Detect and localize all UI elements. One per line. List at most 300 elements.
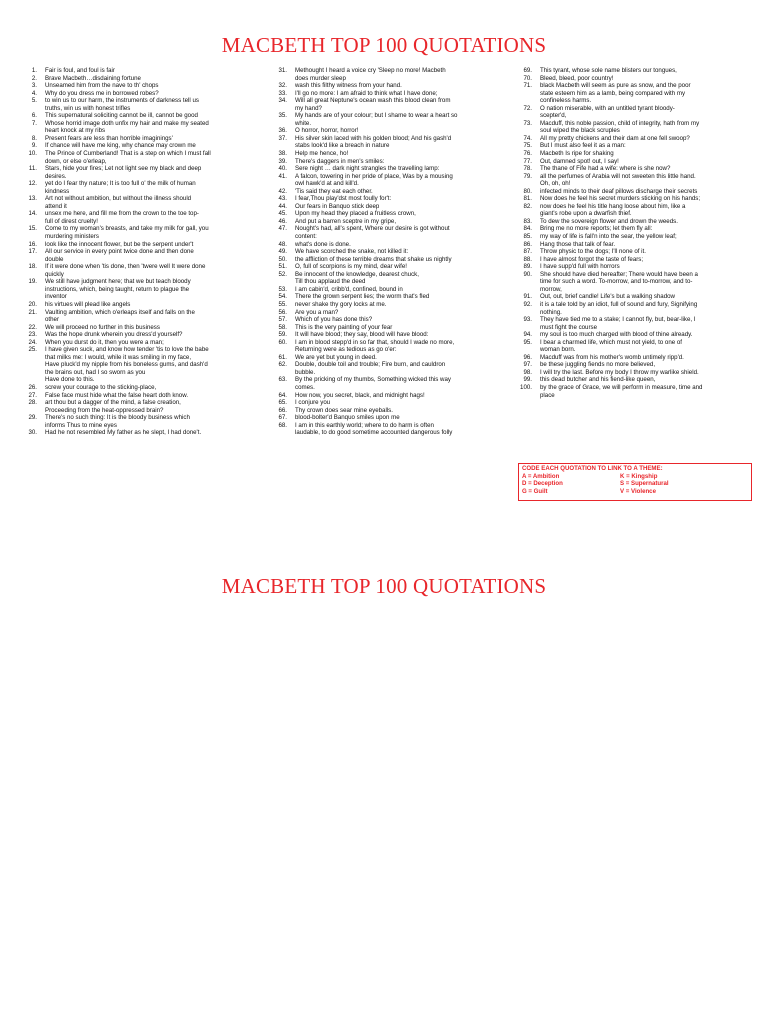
quote-number: 56. [278,308,287,316]
quote-text: Had he not resembled My father as he slept, I had done't. [45,429,202,437]
quote-line [517,286,751,294]
quote-number: 49. [278,248,287,256]
quote-line [517,67,751,75]
quote-text: content: [295,233,317,241]
quote-text: kindness [45,187,70,195]
quote-line [22,271,260,279]
quote-line [22,173,260,181]
quote-text: full of direst cruelty! [45,217,98,225]
quote-line [272,165,494,173]
quote-text: If chance will have me king, why chance may crown me [45,142,196,150]
quote-number: 45. [278,210,287,218]
quote-number: 8. [31,134,37,142]
quote-number: 62. [278,361,287,369]
quote-text: Which of you has done this? [295,316,373,324]
quote-line [272,407,494,415]
quote-number: 4. [31,89,37,97]
quote-number [272,180,295,188]
quote-number: 19. [28,278,37,286]
quote-line [22,354,260,362]
quote-number: 30. [28,429,37,437]
quote-text: Unseamed him from the nave to th' chops [45,82,159,90]
quote-line [517,361,751,369]
quote-line [22,263,260,271]
quote-line [517,384,751,392]
legend-row [522,473,748,481]
quote-line [517,233,751,241]
quote-text: Whose horrid image doth unfix my hair and make my seated [45,119,209,127]
quote-text: infected minds to their deaf pillows discharge their secrets [540,187,698,195]
quote-number: 50. [278,255,287,263]
page-title-repeat: MACBETH TOP 100 QUOTATIONS [221,574,547,598]
quote-text: The thane of Fife had a wife: where is she now? [540,165,671,173]
quote-line [22,331,260,339]
quote-text: Out, out, brief candle! Life's but a walking shadow [540,293,675,301]
quote-text: inventor [45,293,67,301]
quote-text: False face must hide what the false heart doth know. [45,391,189,399]
quote-number: 100. [520,383,532,391]
quote-line [272,346,494,354]
quote-text: His silver skin laced with his golden blood; And his gash'd [295,134,452,142]
quote-text: Why do you dress me in borrowed robes? [45,89,159,97]
quote-line [22,392,260,400]
quote-text: I'll go no more: I am afraid to think what I have done; [295,89,438,97]
legend-left: G = Guilt [522,487,548,495]
quote-number: 53. [278,285,287,293]
quote-number: 69. [523,67,532,74]
quote-line [272,105,494,113]
quote-text: And put a barren sceptre in my gripe, [295,217,397,225]
quote-line [272,309,494,317]
quote-text: A falcon, towering in her pride of place, Was by a mousing [295,172,453,180]
quote-number [22,422,45,430]
quote-line [22,286,260,294]
quote-number [22,376,45,384]
quote-text: Upon my head they placed a fruitless crown, [295,210,416,218]
quote-text: I fear,Thou play'dst most foully for't: [295,195,392,203]
quote-text: Hang those that talk of fear. [540,240,616,248]
quote-number [22,218,45,226]
quote-line [517,309,751,317]
quote-number: 65. [278,399,287,407]
quote-line [22,150,260,158]
quote-line [517,75,751,83]
quote-number: 97. [523,361,532,369]
quote-line [272,399,494,407]
quote-text: Art not without ambition, but without the illness should [45,195,192,203]
quote-text: Have pluck'd my nipple from his boneless gums, and dash'd [45,361,208,369]
quote-text: this dead butcher and his fiend-like queen, [540,376,656,384]
quote-text: yet do I fear thy nature; It is too full o' the milk of human [45,180,196,188]
quote-line [517,165,751,173]
quote-number [517,127,540,135]
quote-text: unsex me here, and fill me from the crown to the toe top- [45,210,199,218]
quote-text: I have given suck, and know how tender 'tis to love the babe [45,346,209,354]
quote-text: to win us to our harm, the instruments of darkness tell us [45,97,199,105]
quote-number: 83. [523,217,532,225]
quote-text: quickly [45,270,64,278]
quote-number: 75. [523,142,532,150]
quote-text: Methought I heard a voice cry 'Sleep no more! Macbeth [295,67,446,74]
quote-line [22,127,260,135]
quote-line [22,316,260,324]
quote-text: I have supp'd full with horrors [540,263,620,271]
quote-text: Will all great Neptune's ocean wash this blood clean from [295,97,451,105]
quote-number: 61. [278,353,287,361]
quote-text: look like the innocent flower, but be the serpent under't [45,240,194,248]
quote-number [22,286,45,294]
quote-text: confineless harms. [540,97,592,105]
legend-right: S = Supernatural [620,480,669,487]
quote-number [517,97,540,105]
quote-number: 93. [523,316,532,324]
quote-line [272,392,494,400]
quote-line [272,173,494,181]
quote-number [272,120,295,128]
quote-line [22,75,260,83]
quote-line [517,324,751,332]
quote-line [22,399,260,407]
quote-number [272,278,295,286]
quote-text: it is a tale told by an idiot, full of sound and fury, Signifying [540,300,698,308]
quote-line [517,82,751,90]
quote-number [517,324,540,332]
quote-line [272,361,494,369]
quote-line [517,127,751,135]
quote-number [22,127,45,135]
quote-text: Now does he feel his secret murders sticking on his hands; [540,195,701,203]
quote-text: Macduff was from his mother's womb untimely ripp'd. [540,353,684,361]
quote-text: double [45,255,64,263]
quote-line [22,301,260,309]
quote-text: be these juggling fiends no more believed, [540,361,656,369]
quote-text: Stars, hide your fires; Let not light see my black and deep [45,165,202,173]
quote-line [272,97,494,105]
quote-text: soul wiped the black scruples [540,127,620,135]
quote-line [22,142,260,150]
quote-line [517,188,751,196]
quote-text: How now, you secret, black, and midnight hags! [295,391,425,399]
quote-number: 34. [278,97,287,105]
quote-line [22,90,260,98]
quote-number: 57. [278,316,287,324]
quote-number: 33. [278,89,287,97]
quote-line [517,331,751,339]
quote-line [22,188,260,196]
quote-line [272,286,494,294]
quote-text: Macduff, this noble passion, child of integrity, hath from my [540,119,700,127]
quote-number [272,105,295,113]
quote-number: 22. [28,323,37,331]
quote-line [517,210,751,218]
legend-heading: CODE EACH QUOTATION TO LINK TO A THEME: [522,465,663,472]
quote-number: 43. [278,195,287,203]
quote-line [517,120,751,128]
quote-text: time for such a word. To-morrow, and to-morrow, and to- [540,278,693,286]
quote-text: Fair is foul, and foul is fair [45,67,115,74]
quote-line [517,195,751,203]
quote-text: my way of life is fall'n into the sear, the yellow leaf; [540,233,677,241]
quote-line [22,165,260,173]
quote-line [272,301,494,309]
quote-text: truths, win us with honest trifles [45,104,131,112]
quote-text: Throw physic to the dogs; I'll none of it. [540,248,646,256]
quote-number: 90. [523,270,532,278]
quote-text: Double, double toil and trouble; Fire burn, and cauldron [295,361,446,369]
quote-text: Help me hence, ho! [295,150,349,158]
quote-text: Oh, oh, oh! [540,180,571,188]
quote-text: There the grown serpent lies; the worm that's fled [295,293,430,301]
quote-line [272,339,494,347]
quote-text: white. [295,119,312,127]
quote-line [22,324,260,332]
quote-number: 6. [31,112,37,120]
quote-line [517,339,751,347]
quote-text: that milks me: I would, while it was smiling in my face, [45,353,192,361]
quote-text: art thou but a dagger of the mind, a false creation, [45,399,181,407]
theme-legend-box [518,463,752,501]
quote-number [22,407,45,415]
quote-number [22,361,45,369]
quote-text: Proceeding from the heat-oppressed brain? [45,406,164,414]
quote-number: 88. [523,255,532,263]
quote-line [22,120,260,128]
quote-number: 37. [278,134,287,142]
quote-text: Be innocent of the knowledge, dearest chuck, [295,270,419,278]
quote-number: 24. [28,338,37,346]
quote-text: Thy crown does sear mine eyeballs. [295,406,393,414]
quote-number [22,188,45,196]
quote-line [22,376,260,384]
quote-text: never shake thy gory locks at me. [295,300,387,308]
quote-text: other [45,316,59,324]
quote-text: morrow, [540,285,562,293]
quote-line [22,346,260,354]
quote-line [22,384,260,392]
quote-column-2 [272,67,494,437]
quote-number: 58. [278,323,287,331]
quote-text: wash this filthy witness from your hand. [295,82,402,90]
quote-text: I am cabin'd, cribb'd, confined, bound in [295,285,403,293]
quote-number: 15. [28,225,37,233]
quote-text: Vaulting ambition, which o'erleaps itself and falls on the [45,308,195,316]
quote-text: state esteem him as a lamb, being compared with my [540,89,686,97]
quote-number: 73. [523,119,532,127]
quote-number: 2. [31,74,37,82]
quote-line [272,75,494,83]
quote-number [517,210,540,218]
quote-line [272,210,494,218]
quote-text: This supernatural soliciting cannot be ill, cannot be good [45,112,198,120]
quote-number: 72. [523,104,532,112]
quote-text: My hands are of your colour; but I shame to wear a heart so [295,112,458,120]
quote-number [517,90,540,98]
quote-text: laudable, to do good sometime accounted dangerous folly [295,429,453,437]
quote-line [517,203,751,211]
quote-line [517,173,751,181]
quote-line [272,127,494,135]
quote-number: 7. [31,119,37,127]
quote-number: 23. [28,331,37,339]
quote-line [22,112,260,120]
quote-line [272,218,494,226]
quote-number: 63. [278,376,287,384]
quote-line [272,293,494,301]
quote-text: Come to my woman's breasts, and take my milk for gall, you [45,225,209,233]
quote-number: 44. [278,202,287,210]
quote-line [272,278,494,286]
quote-number: 74. [523,134,532,142]
quote-text: When you durst do it, then you were a man; [45,338,164,346]
quote-number: 92. [523,300,532,308]
quote-line [517,369,751,377]
quote-text: To dew the sovereign flower and drown the weeds. [540,217,678,225]
quote-number: 66. [278,406,287,414]
quote-text: my soul is too much charged with blood of thine already. [540,331,693,339]
quote-line [22,210,260,218]
quote-line [272,369,494,377]
quote-line [517,225,751,233]
quote-line [272,195,494,203]
quote-line [517,248,751,256]
quote-line [517,376,751,384]
quote-number: 91. [523,293,532,301]
quote-number: 60. [278,338,287,346]
quote-number: 32. [278,82,287,90]
quote-number: 42. [278,187,287,195]
quote-line [272,324,494,332]
quote-line [517,346,751,354]
quote-line [272,90,494,98]
quote-number: 96. [523,353,532,361]
quote-text: stabs look'd like a breach in nature [295,142,390,150]
quote-line [517,180,751,188]
quote-line [517,90,751,98]
quote-number [22,271,45,279]
quote-line [22,339,260,347]
quote-number: 51. [278,263,287,271]
quote-number: 82. [523,202,532,210]
quote-text: O horror, horror, horror! [295,127,359,135]
quote-line [517,158,751,166]
quote-text: Present fears are less than horrible imaginings' [45,134,173,142]
quote-text: comes. [295,383,315,391]
quote-line [272,263,494,271]
quote-number: 26. [28,383,37,391]
quote-line [272,120,494,128]
quote-number: 27. [28,391,37,399]
quote-line [272,271,494,279]
quote-text: O nation miserable, with an untitled tyrant bloody- [540,104,675,112]
quote-line [22,256,260,264]
quote-line [272,376,494,384]
legend-row [522,488,748,496]
quote-number: 52. [278,270,287,278]
quote-line [272,233,494,241]
quote-number: 70. [523,74,532,82]
quote-text: Out, damned spot! out, I say! [540,157,619,165]
legend-left: A = Ambition [522,472,560,480]
quote-line [517,293,751,301]
quote-line [22,309,260,317]
quote-line [22,158,260,166]
quote-text: Bleed, bleed, poor country! [540,74,614,82]
quote-number [272,384,295,392]
quote-column-3 [517,67,751,399]
quote-text: I am in this earthly world; where to do harm is often [295,421,434,429]
quote-line [272,112,494,120]
quote-number: 1. [31,67,37,74]
quote-column-1 [22,67,260,437]
quote-text: We are yet but young in deed. [295,353,377,361]
quote-number: 99. [523,376,532,384]
quote-text: We have scorched the snake, not killed it: [295,248,409,256]
quote-number: 38. [278,150,287,158]
quote-line [517,316,751,324]
quote-text: must fight the course [540,323,597,331]
quote-number [517,286,540,294]
quote-number [517,112,540,120]
quote-number [22,173,45,181]
quote-number: 59. [278,331,287,339]
quote-number: 5. [31,97,37,105]
quote-line [22,67,260,75]
quote-line [22,429,260,437]
quote-line [22,414,260,422]
quote-number: 29. [28,414,37,422]
quote-text: 'Tis said they eat each other. [295,187,373,195]
quote-text: now does he feel his title hang loose about him, like a [540,202,686,210]
quote-text: The Prince of Cumberland! That is a step on which I must fall [45,150,211,158]
quote-number: 64. [278,391,287,399]
quote-number [22,256,45,264]
quote-text: By the pricking of my thumbs, Something wicked this way [295,376,451,384]
quote-text: We will proceed no further in this business [45,323,160,331]
quote-number [22,203,45,211]
quote-number [517,346,540,354]
quote-line [517,392,751,400]
quote-number [22,105,45,113]
quote-text: the brains out, had I so sworn as you [45,368,146,376]
quote-line [22,135,260,143]
quote-number [272,233,295,241]
quote-text: Sere night … dark night strangles the travelling lamp: [295,165,440,173]
quote-text: O, full of scorpions is my mind, dear wife! [295,263,407,271]
quote-line [517,135,751,143]
quote-text: All our service in every point twice done and then done [45,248,194,256]
quote-text: Till thou applaud the deed [295,278,366,286]
quote-line [517,271,751,279]
quote-number: 18. [28,263,37,271]
quote-line [22,180,260,188]
quote-text: desires. [45,172,67,180]
quote-line [22,241,260,249]
quote-text: instructions, which, being taught, return to plague the [45,285,190,293]
quote-line [272,316,494,324]
quote-text: She should have died hereafter; There would have been a [540,270,698,278]
quote-text: does murder sleep [295,74,346,82]
quote-number: 21. [28,308,37,316]
quote-text: We still have judgment here; that we but teach bloody [45,278,191,286]
quote-line [22,407,260,415]
quote-number: 81. [523,195,532,203]
quote-line [272,135,494,143]
quote-line [517,256,751,264]
quote-text: murdering ministers [45,233,99,241]
quote-text: by the grace of Grace, we will perform in measure, time and [540,383,703,391]
quote-number: 13. [28,195,37,203]
quote-number [272,142,295,150]
